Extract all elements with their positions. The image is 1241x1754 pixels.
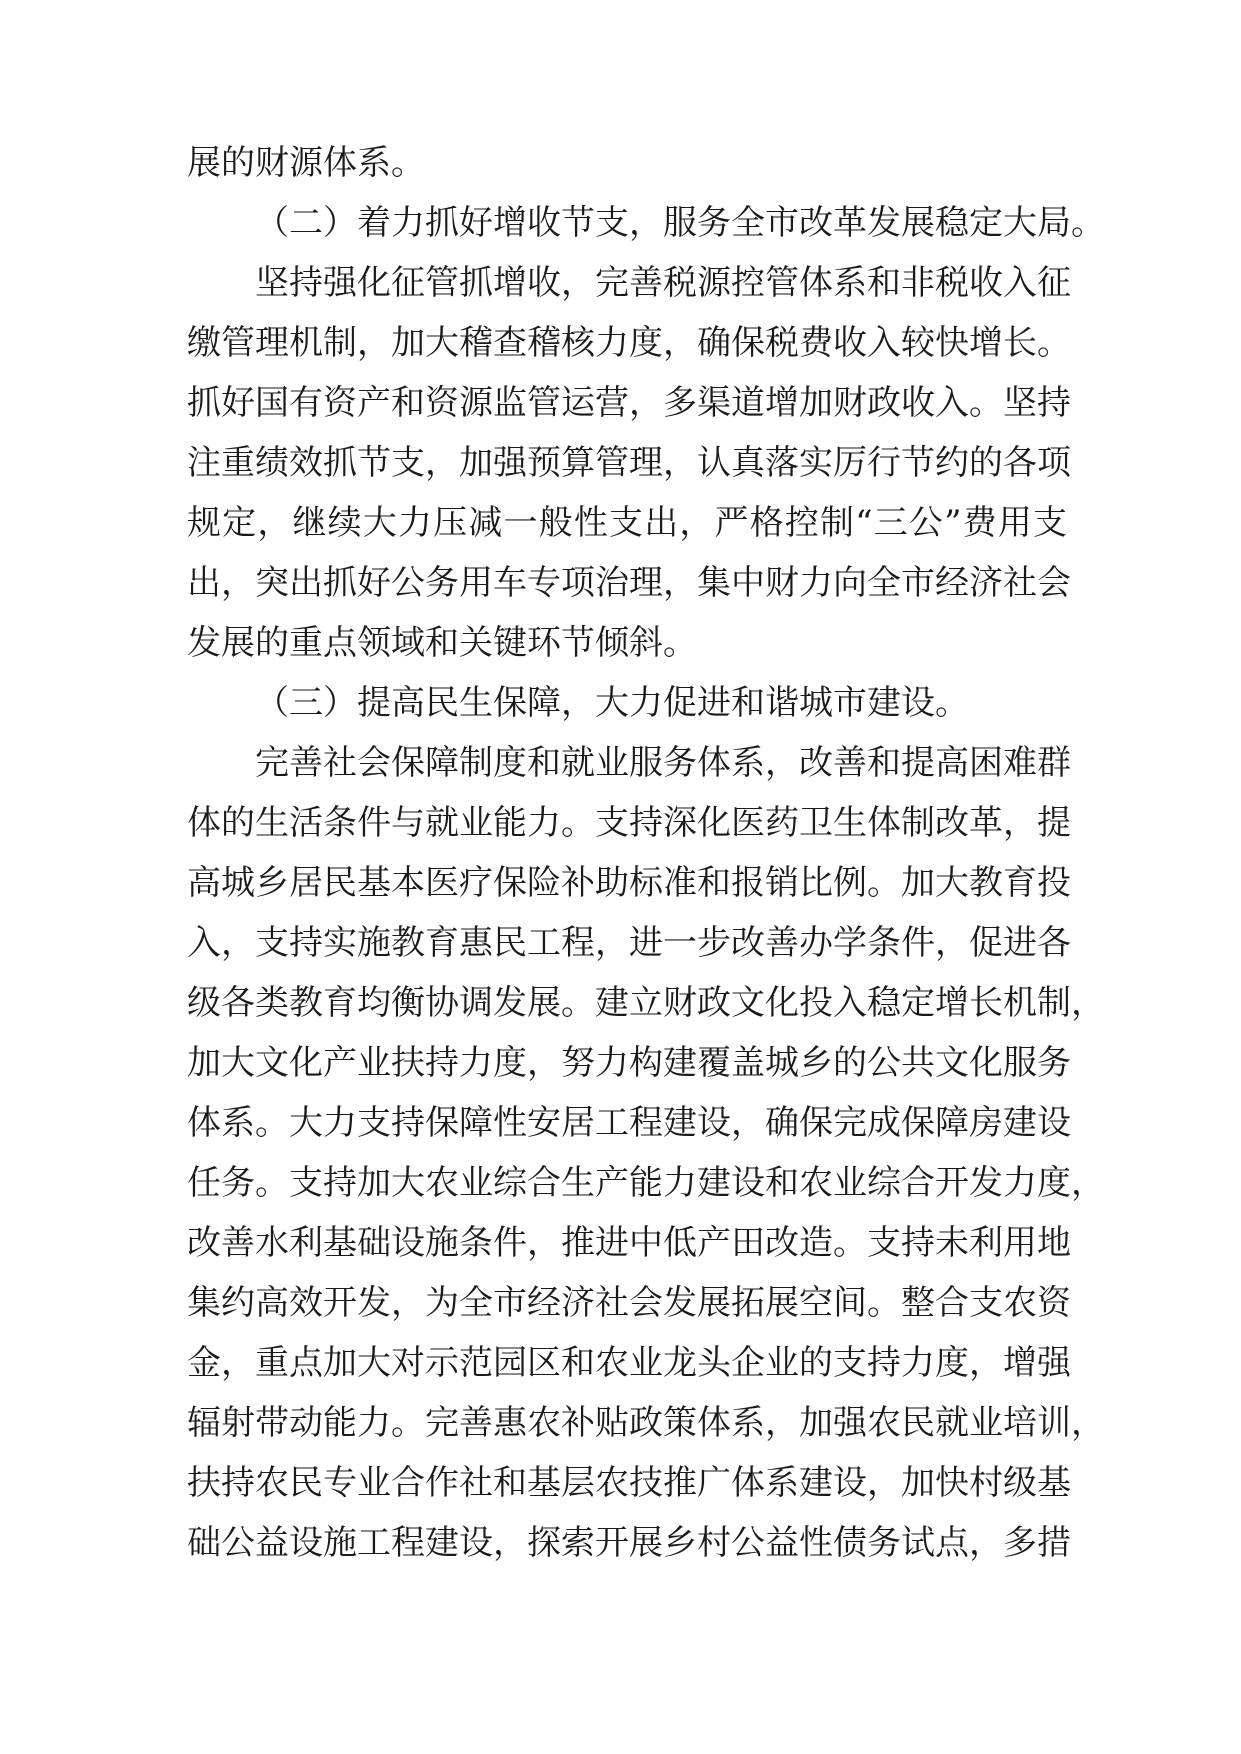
paragraph-line: 缴管理机制，加大稽查稽核力度，确保税费收入较快增长。 <box>187 323 1071 363</box>
paragraph-line: 抓好国有资产和资源监管运营，多渠道增加财政收入。坚持 <box>187 383 1071 423</box>
paragraph-line: 辐射带动能力。完善惠农补贴政策体系，加强农民就业培训， <box>187 1403 1105 1443</box>
paragraph-line: 坚持强化征管抓增收，完善税源控管体系和非税收入征 <box>255 263 1071 303</box>
paragraph-line: 扶持农民专业合作社和基层农技推广体系建设，加快村级基 <box>187 1463 1071 1503</box>
paragraph-line: 发展的重点领域和关键环节倾斜。 <box>187 623 697 663</box>
paragraph-line: 金，重点加大对示范园区和农业龙头企业的支持力度，增强 <box>187 1343 1071 1383</box>
text-line: 展的财源体系。 <box>187 143 425 183</box>
paragraph-line: 入，支持实施教育惠民工程，进一步改善办学条件，促进各 <box>187 923 1071 963</box>
paragraph-line: 改善水利基础设施条件，推进中低产田改造。支持未利用地 <box>187 1223 1071 1263</box>
paragraph-line: 加大文化产业扶持力度，努力构建覆盖城乡的公共文化服务 <box>187 1043 1071 1083</box>
paragraph-line: 注重绩效抓节支，加强预算管理，认真落实厉行节约的各项 <box>187 443 1071 483</box>
section-heading: （二）着力抓好增收节支，服务全市改革发展稳定大局。 <box>255 203 1105 243</box>
paragraph-line: 完善社会保障制度和就业服务体系，改善和提高困难群 <box>255 743 1071 783</box>
section-heading: （三）提高民生保障，大力促进和谐城市建设。 <box>255 683 969 723</box>
paragraph-line: 级各类教育均衡协调发展。建立财政文化投入稳定增长机制， <box>187 983 1105 1023</box>
paragraph-line: 体的生活条件与就业能力。支持深化医药卫生体制改革，提 <box>187 803 1071 843</box>
paragraph-line: 规定，继续大力压减一般性支出，严格控制“三公”费用支 <box>187 503 1067 543</box>
paragraph-line: 出，突出抓好公务用车专项治理，集中财力向全市经济社会 <box>187 563 1071 603</box>
paragraph-line: 体系。大力支持保障性安居工程建设，确保完成保障房建设 <box>187 1103 1071 1143</box>
paragraph-line: 础公益设施工程建设，探索开展乡村公益性债务试点，多措 <box>187 1523 1071 1563</box>
paragraph-line: 集约高效开发，为全市经济社会发展拓展空间。整合支农资 <box>187 1283 1071 1323</box>
paragraph-line: 任务。支持加大农业综合生产能力建设和农业综合开发力度， <box>187 1163 1105 1203</box>
paragraph-line: 高城乡居民基本医疗保险补助标准和报销比例。加大教育投 <box>187 863 1071 903</box>
